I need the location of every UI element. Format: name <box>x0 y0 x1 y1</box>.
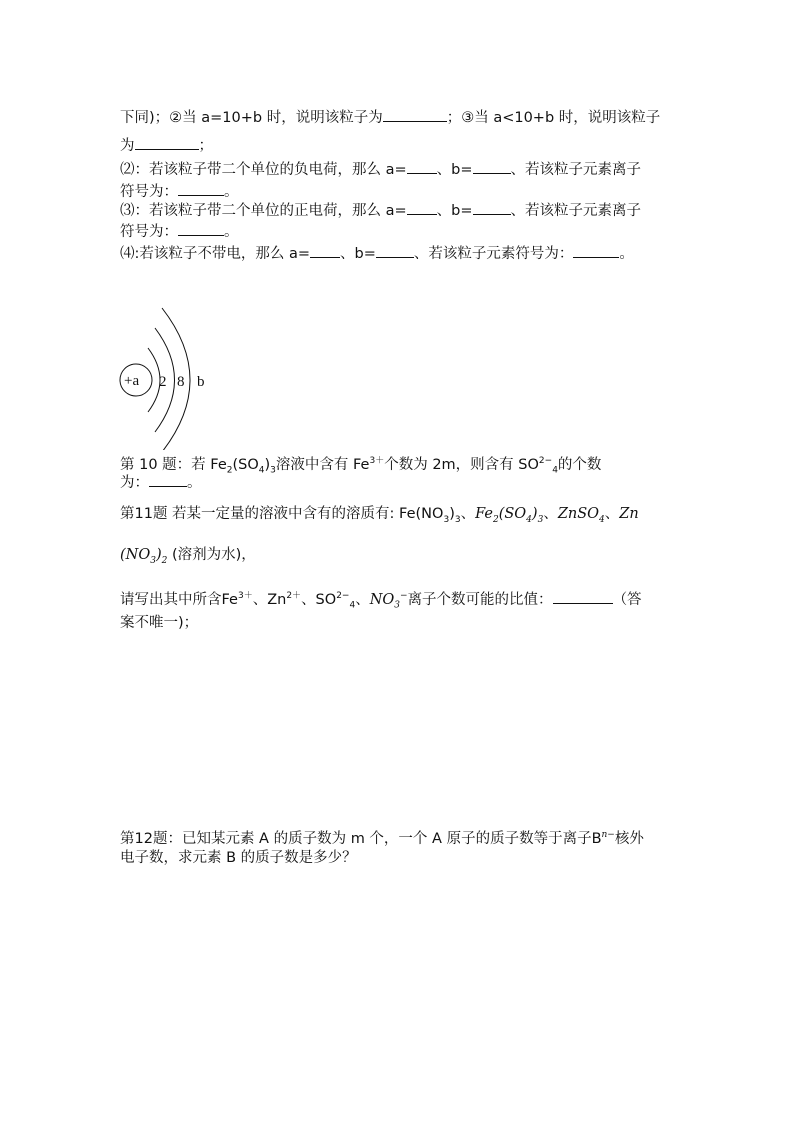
subscript: 3 <box>270 465 276 476</box>
answer-blank[interactable] <box>383 109 447 122</box>
q11-text: 、 <box>543 506 558 522</box>
superscript: 3＋ <box>237 591 253 601</box>
shell-3-electrons: b <box>197 374 205 390</box>
q9-text: 、b= <box>436 203 473 219</box>
q9-text: 符号为： <box>120 224 178 240</box>
q11-line-2 <box>120 545 256 571</box>
answer-blank[interactable] <box>473 161 511 174</box>
q12-line-2 <box>120 848 357 868</box>
subscript: 3 <box>537 514 544 525</box>
q9-text: 。 <box>619 246 634 262</box>
q10-text: 为： <box>120 475 149 491</box>
answer-blank[interactable] <box>407 161 437 174</box>
q9-text: 为 <box>120 138 135 154</box>
subscript: 3 <box>150 555 156 566</box>
formula: (NO <box>120 547 151 563</box>
atom-structure-diagram <box>110 300 230 450</box>
answer-blank[interactable] <box>473 202 511 215</box>
formula: Zn <box>619 506 639 522</box>
q11-text: 、 <box>604 506 620 522</box>
q9-text: ； <box>198 138 213 154</box>
answer-blank[interactable] <box>149 474 187 487</box>
q9-line-2 <box>120 136 213 156</box>
q12-text: 核外 <box>614 830 644 847</box>
subscript: 4 <box>258 465 265 476</box>
q11-text: 第11题 若某一定量的溶液中含有的溶质有: Fe(NO <box>120 506 444 522</box>
q10-line-2 <box>120 473 202 493</box>
q11-text: 、Zn <box>252 591 287 608</box>
q10-text: 个数为 2m，则含有 SO <box>384 456 539 473</box>
answer-blank[interactable] <box>178 223 224 236</box>
q11-text: 、 <box>355 591 370 608</box>
q12-text: 电子数，求元素 B 的质子数是多少？ <box>120 850 357 866</box>
answer-blank[interactable] <box>310 245 340 258</box>
subscript: 3 <box>394 600 401 611</box>
formula: NO <box>369 591 395 608</box>
formula: Fe <box>475 506 493 522</box>
nucleus-label: +a <box>124 373 140 389</box>
q9-text: 、b= <box>340 246 376 262</box>
q9-text: ⑷:若该粒子不带电，那么 a= <box>120 246 311 262</box>
answer-blank[interactable] <box>376 245 414 258</box>
q9-text: 下同)；②当 a=10+b 时，说明该粒子为 <box>120 110 383 126</box>
answer-blank[interactable] <box>178 183 224 196</box>
q11-line-4 <box>120 613 198 633</box>
q11-text: 请写出其中所含Fe <box>120 591 238 608</box>
formula: ) <box>531 506 538 522</box>
q12-text: 第12题：已知某元素 A 的质子数为 m 个，一个 A 原子的质子数等于离子B <box>120 830 602 847</box>
q9-part3-line-1 <box>120 201 641 221</box>
subscript: 2 <box>492 514 499 525</box>
q11-line-3 <box>120 586 642 616</box>
q9-text: ；③当 a<10+b 时，说明该粒子 <box>446 110 661 126</box>
q9-text: ⑵：若该粒子带二个单位的负电荷，那么 a= <box>120 162 407 178</box>
q11-text: 离子个数可能的比值： <box>407 591 553 608</box>
subscript: 3 <box>443 514 450 525</box>
q10-text: 第 10 题：若 Fe <box>120 456 227 473</box>
q9-text: 、若该粒子元素离子 <box>510 162 642 178</box>
q9-part4-line <box>120 244 634 264</box>
formula: ) <box>155 547 162 563</box>
q10-text: (SO <box>232 456 259 473</box>
answer-blank[interactable] <box>135 137 199 150</box>
q9-line-1 <box>120 108 660 128</box>
answer-blank[interactable] <box>573 245 619 258</box>
subscript: 3 <box>454 514 461 525</box>
superscript: 2− <box>538 456 553 466</box>
q11-text: 、SO <box>301 591 337 608</box>
subscript: 4 <box>349 600 356 611</box>
q10-text: 溶液中含有 Fe <box>275 456 370 473</box>
superscript: 2− <box>336 591 350 601</box>
q9-text: 、若该粒子元素离子 <box>510 203 642 219</box>
superscript: − <box>400 591 408 601</box>
q9-text: 。 <box>224 224 239 240</box>
formula: ZnSO <box>557 506 600 522</box>
q9-text: 符号为： <box>120 184 178 200</box>
shell-1-electrons: 2 <box>159 374 167 390</box>
q11-line-1 <box>120 504 639 530</box>
q9-text: 。 <box>224 184 239 200</box>
q12-line-1 <box>120 825 644 849</box>
subscript: 4 <box>599 514 605 525</box>
q9-text: ⑶：若该粒子带二个单位的正电荷，那么 a= <box>120 203 407 219</box>
answer-blank[interactable] <box>407 202 437 215</box>
formula: (SO <box>498 506 527 522</box>
q10-text: 。 <box>187 475 202 491</box>
subscript: 2 <box>226 465 233 476</box>
q10-text: 的个数 <box>557 456 602 473</box>
superscript: 3＋ <box>369 456 385 466</box>
subscript: 4 <box>526 514 532 525</box>
subscript: 2 <box>161 555 168 566</box>
q11-text: 、 <box>460 506 476 522</box>
q11-text: （答 <box>612 591 642 608</box>
q11-text: (溶剂为水)， <box>167 547 256 563</box>
q11-text: ) <box>449 506 455 522</box>
shell-2-electrons: 8 <box>177 374 185 390</box>
q9-text: 、若该粒子元素符号为： <box>413 246 574 262</box>
q9-part2-line-2 <box>120 182 239 202</box>
answer-blank[interactable] <box>553 591 613 604</box>
superscript: n− <box>601 830 615 840</box>
subscript: 4 <box>552 465 558 476</box>
q9-text: 、b= <box>436 162 473 178</box>
q9-part2-line-1 <box>120 160 641 180</box>
superscript: 2＋ <box>286 591 302 601</box>
q10-text: ) <box>264 456 271 473</box>
q9-part3-line-2 <box>120 222 239 242</box>
q11-text: 案不唯一)； <box>120 615 199 631</box>
